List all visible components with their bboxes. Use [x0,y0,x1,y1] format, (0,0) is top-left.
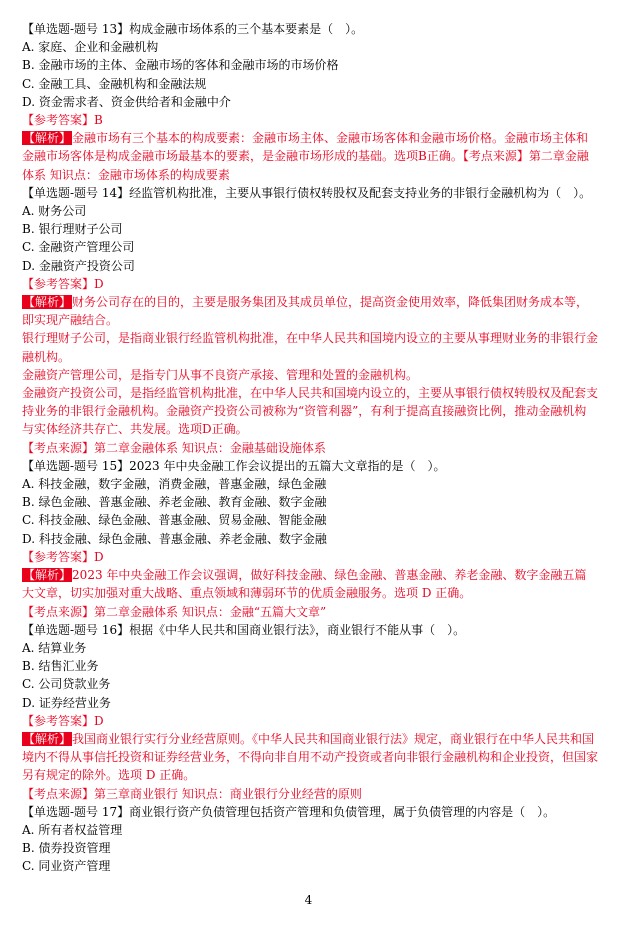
option-b: B. 结售汇业务 [22,659,99,674]
question-14: 【单选题-题号 14】经监管机构批准，主要从事银行债权转股权及配套支持业务的非银行金融机构为（ ）。 [22,185,592,200]
option-b: B. 银行理财子公司 [22,222,123,237]
option-b: B. 绿色金融、普惠金融、养老金融、教育金融、数字金融 [22,495,327,510]
analysis-tag: 【解析】 [23,131,72,146]
page-number: 4 [304,893,313,907]
question-13: 【单选题-题号 13】构成金融市场体系的三个基本要素是（ ）。 [22,22,364,36]
option-d: D. 金融资产投资公司 [22,258,135,273]
analysis-14-para-4: 金融资产投资公司，是指经监管机构批准，在中华人民共和国境内设立的，主要从事银行债权转股权及配套支持业务的非银行金融机构。金融资产投资公司被称为“资管利器”，有利于提高直接融资比例，推动金融机构与实体经济共存亡、共发展。选项D正确。 [22,386,599,437]
analysis-16 [22,730,598,785]
option-b: B. 金融市场的主体、金融市场的客体和金融市场的市场价格 [22,58,339,73]
analysis-text: 我国商业银行实行分业经营原则。《中华人民共和国商业银行法》规定，商业银行在中华人民共和国境内不得从事信托投资和证券经营业务，不得向非自用不动产投资或者向非银行金融机构和企业投资，但国家另有规定的除外。选项 D 正确。 [22,731,599,783]
analysis-14 [22,293,598,329]
option-b: B. 债券投资管理 [22,841,111,856]
option-a: A. 财务公司 [22,204,87,219]
option-a: A. 结算业务 [22,640,87,655]
answer-16: 【参考答案】D [22,713,104,728]
source-14: 【考点来源】第二章金融体系 知识点：金融基础设施体系 [22,440,326,455]
option-d: D. 科技金融、绿色金融、普惠金融、养老金融、数字金融 [22,531,327,546]
answer-13: 【参考答案】B [22,113,103,128]
analysis-text: 2023 年中央金融工作会议强调，做好科技金融、绿色金融、普惠金融、养老金融、数字金融五篇大文章，切实加强对重大战略、重点领域和薄弱环节的优质金融服务。选项 D 正确。 [22,568,587,601]
option-a: A. 所有者权益管理 [22,822,123,837]
option-c: C. 金融工具、金融机构和金融法规 [22,76,207,91]
analysis-13 [22,129,598,184]
analysis-14-para-3: 金融资产管理公司，是指专门从事不良资产承接、管理和处置的金融机构。 [22,367,419,382]
analysis-15 [22,566,598,602]
answer-14: 【参考答案】D [22,276,104,291]
option-d: D. 证券经营业务 [22,695,111,710]
question-15: 【单选题-题号 15】2023 年中央金融工作会议提出的五篇大文章指的是（ ）。 [22,458,446,473]
analysis-tag: 【解析】 [23,731,72,746]
analysis-14-para-2: 银行理财子公司，是指商业银行经监管机构批准，在中华人民共和国境内设立的主要从事理财业务的非银行金融机构。 [22,331,599,364]
document-page [22,20,598,876]
source-16: 【考点来源】第三章商业银行 知识点：商业银行分业经营的原则 [22,786,362,801]
analysis-text: 财务公司存在的目的，主要是服务集团及其成员单位，提高资金使用效率，降低集团财务成本等，即实现产融结合。 [22,295,589,328]
option-c: C. 金融资产管理公司 [22,240,135,255]
question-16: 【单选题-题号 16】根据《中华人民共和国商业银行法》，商业银行不能从事（ ）。 [22,622,466,637]
source-15: 【考点来源】第二章金融体系 知识点：金融“五篇大文章” [22,604,327,619]
option-a: A. 家庭、企业和金融机构 [22,40,159,55]
option-c: C. 公司贷款业务 [22,677,111,692]
analysis-text: 金融市场有三个基本的构成要素：金融市场主体、金融市场客体和金融市场价格。金融市场主体和金融市场客体是构成金融市场最基本的要素，是金融市场形成的基础。选项B正确。【考点来源】第二章金融体系 知识点：金融市场体系的构成要素 [22,131,589,182]
question-17: 【单选题-题号 17】商业银行资产负债管理包括资产管理和负债管理，属于负债管理的内容是（ ）。 [22,804,556,819]
option-c: C. 科技金融、绿色金融、普惠金融、贸易金融、智能金融 [22,513,327,528]
analysis-tag: 【解析】 [23,295,72,310]
option-a: A. 科技金融，数字金融，消费金融，普惠金融，绿色金融 [22,477,327,492]
option-d: D. 资金需求者、资金供给者和金融中介 [22,94,231,109]
answer-15: 【参考答案】D [22,549,104,564]
option-c: C. 同业资产管理 [22,859,111,874]
analysis-tag: 【解析】 [23,568,72,583]
